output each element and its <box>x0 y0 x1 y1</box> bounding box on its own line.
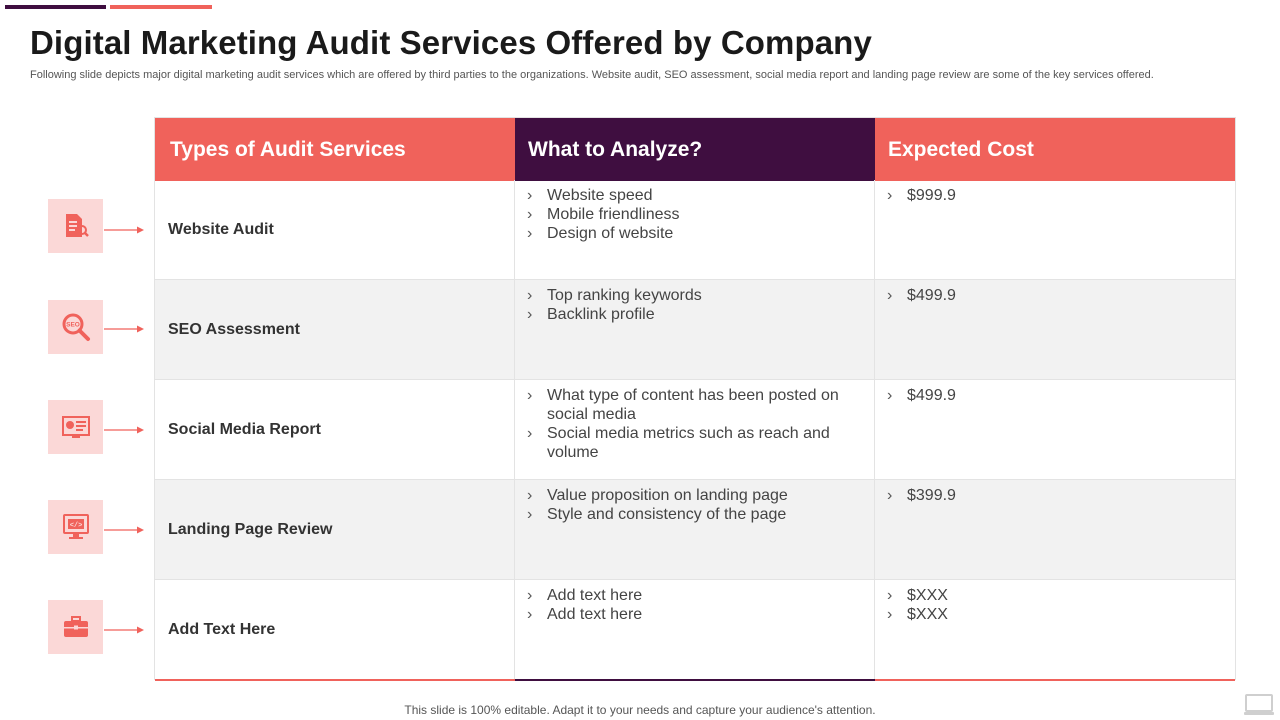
page-subtitle: Following slide depicts major digital marketing audit services which are offered by third parties to the organizations. Website audit, SEO assessment, social media report and landing page review are some of the key services offered. <box>30 69 1154 81</box>
service-name: Landing Page Review <box>155 480 515 580</box>
analyze-cell <box>515 580 875 680</box>
list-item: › Backlink profile <box>527 306 655 323</box>
arrow-right-icon <box>104 425 144 435</box>
analyze-cell <box>515 480 875 580</box>
arrow-right-icon <box>104 324 144 334</box>
chevron-right-icon: › <box>527 606 533 623</box>
arrow-right-icon <box>104 525 144 535</box>
top-accent-bar-red <box>110 5 212 9</box>
list-item: › Add text here <box>527 587 643 604</box>
chevron-right-icon: › <box>887 487 893 504</box>
chevron-right-icon: › <box>527 225 533 242</box>
table-row <box>155 580 1235 680</box>
list-item: › Design of website <box>527 225 674 242</box>
chevron-right-icon: › <box>887 606 893 623</box>
service-name: Website Audit <box>155 180 515 280</box>
list-item: › Value proposition on landing page <box>527 487 788 504</box>
chevron-right-icon: › <box>887 287 893 304</box>
list-item: › Style and consistency of the page <box>527 506 787 523</box>
cost-cell <box>875 480 1235 580</box>
seo-magnifier-icon <box>48 300 103 354</box>
cost-cell <box>875 380 1235 480</box>
table-row <box>155 280 1235 380</box>
list-item: › Mobile friendliness <box>527 206 680 223</box>
chevron-right-icon: › <box>527 587 533 604</box>
analyze-cell <box>515 280 875 380</box>
document-search-icon <box>48 199 103 253</box>
chevron-right-icon: › <box>527 306 533 323</box>
chevron-right-icon: › <box>527 387 533 404</box>
list-item: › $499.9 <box>887 387 956 404</box>
chevron-right-icon: › <box>887 587 893 604</box>
chevron-right-icon: › <box>887 187 893 204</box>
briefcase-icon <box>48 600 103 654</box>
chevron-right-icon: › <box>527 487 533 504</box>
list-item: › $499.9 <box>887 287 956 304</box>
arrow-right-icon <box>104 625 144 635</box>
footer-note: This slide is 100% editable. Adapt it to your needs and capture your audience's attention. <box>404 703 876 717</box>
service-name: SEO Assessment <box>155 280 515 380</box>
svg-text:</>: </> <box>69 522 82 530</box>
audit-services-table <box>154 117 1236 680</box>
list-item: › Top ranking keywords <box>527 287 702 304</box>
analyze-cell <box>515 380 875 480</box>
table-row <box>155 380 1235 480</box>
social-media-screen-icon <box>48 400 103 454</box>
chevron-right-icon: › <box>527 425 533 442</box>
top-accent-bar-dark <box>5 5 106 9</box>
table-row <box>155 180 1235 280</box>
cost-cell <box>875 180 1235 280</box>
list-item: › Add text here <box>527 606 643 623</box>
column-header-analyze: What to Analyze? <box>515 118 875 181</box>
table-bottom-border-accent <box>515 679 875 681</box>
chevron-right-icon: › <box>527 187 533 204</box>
svg-text:SEO: SEO <box>65 321 80 329</box>
column-header-cost: Expected Cost <box>875 118 1235 181</box>
list-item: › Website speed <box>527 187 653 204</box>
page-title: Digital Marketing Audit Services Offered by Company <box>30 24 872 61</box>
column-header-types: Types of Audit Services <box>155 118 515 181</box>
table-row <box>155 480 1235 580</box>
arrow-right-icon <box>104 225 144 235</box>
chevron-right-icon: › <box>527 506 533 523</box>
list-item: › What type of content has been posted on social media <box>527 387 839 423</box>
list-item: › Social media metrics such as reach and volume <box>527 425 830 461</box>
list-item: › $999.9 <box>887 187 956 204</box>
monitor-icon <box>1243 693 1275 717</box>
list-item: › $XXX <box>887 587 948 604</box>
cost-cell <box>875 280 1235 380</box>
service-name: Add Text Here <box>155 580 515 680</box>
chevron-right-icon: › <box>527 287 533 304</box>
analyze-cell <box>515 180 875 280</box>
service-name: Social Media Report <box>155 380 515 480</box>
list-item: › $XXX <box>887 606 948 623</box>
chevron-right-icon: › <box>527 206 533 223</box>
table-header <box>155 118 1235 181</box>
cost-cell <box>875 580 1235 680</box>
list-item: › $399.9 <box>887 487 956 504</box>
chevron-right-icon: › <box>887 387 893 404</box>
code-monitor-icon <box>48 500 103 554</box>
